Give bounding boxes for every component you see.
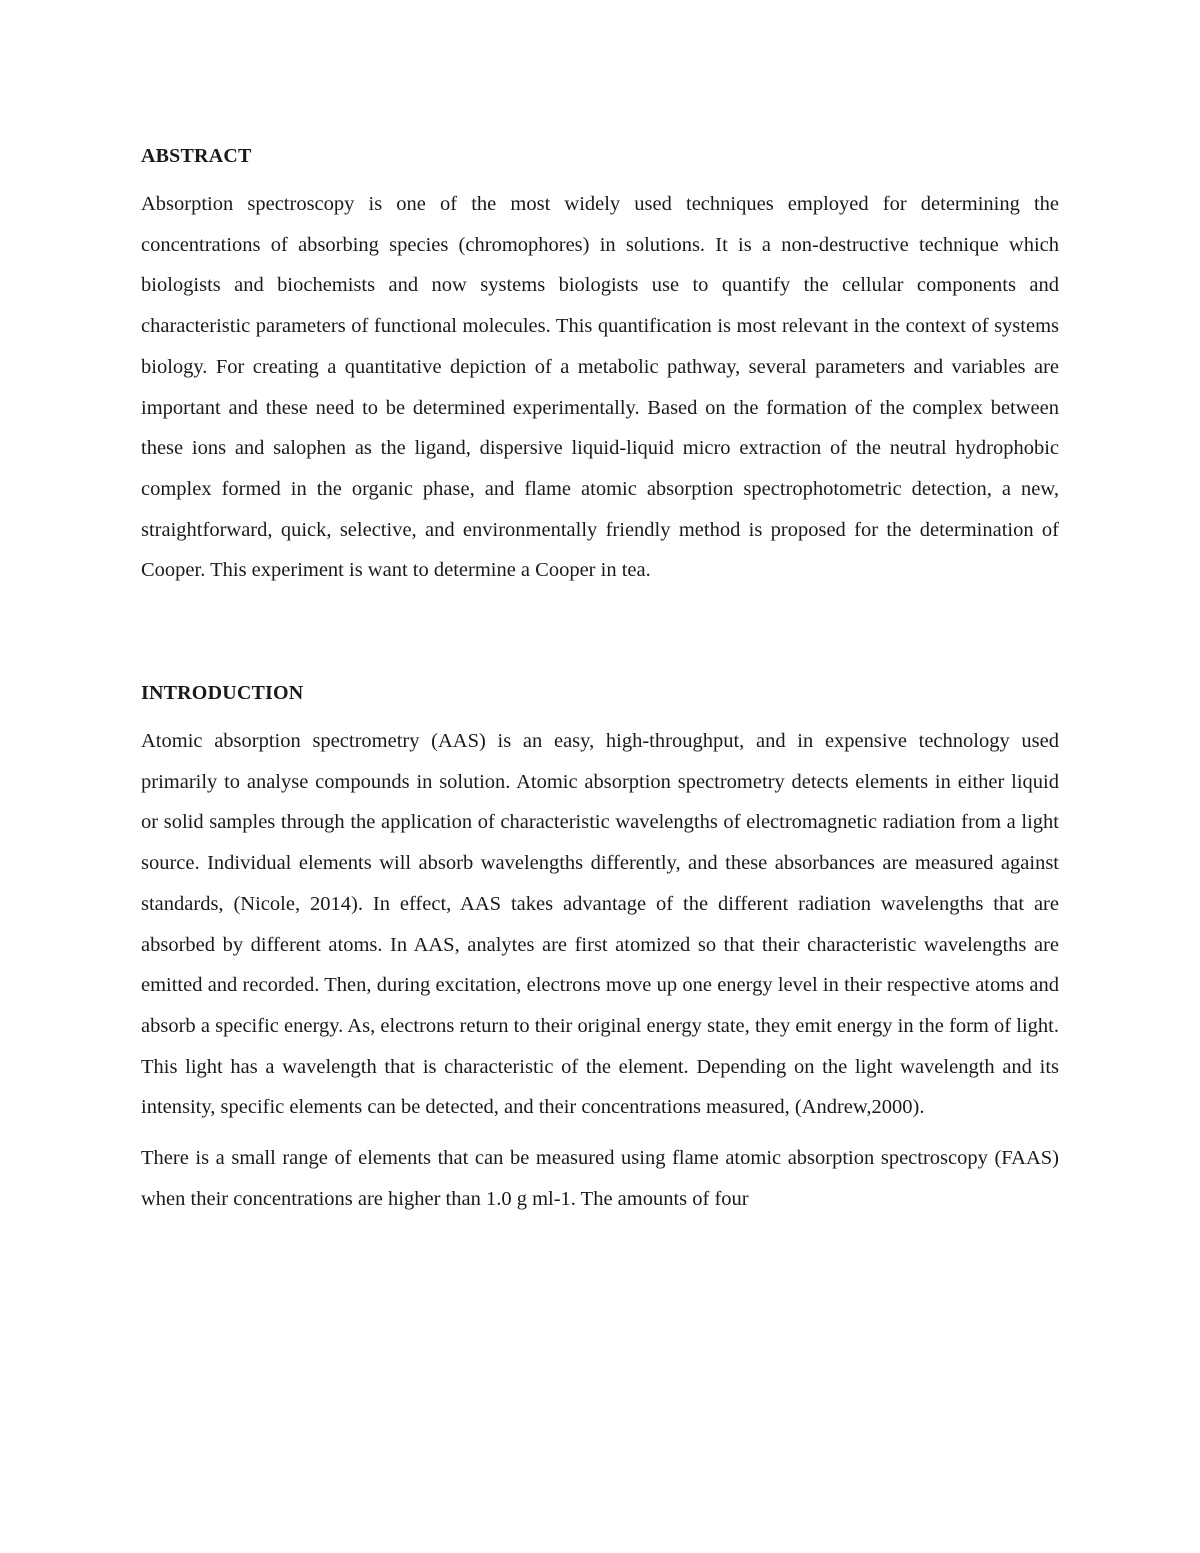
introduction-paragraph: Atomic absorption spectrometry (AAS) is an easy, high-throughput, and in expensive technology used primarily to analyse compounds in solution. Atomic absorption spectrometry detects elements in either liquid or solid samples through the application of characteristic wavelengths of electromagnetic radiation from a light source. Individual elements will absorb wavelengths differently, and these absorbances are measured against standards, (Nicole, 2014). In effect, AAS takes advantage of the different radiation wavelengths that are absorbed by different atoms. In AAS, analytes are first atomized so that their characteristic wavelengths are emitted and recorded. Then, during excitation, electrons move up one energy level in their respective atoms and absorb a specific energy. As, electrons return to their original energy state, they emit energy in the form of light. This light has a wavelength that is characteristic of the element. Depending on the light wavelength and its intensity, specific elements can be detected, and their concentrations measured, (Andrew,2000). [141, 730, 1059, 1119]
abstract-paragraph: Absorption spectroscopy is one of the most widely used techniques employed for determining the concentrations of absorbing species (chromophores) in solutions. It is a non-destructive technique which biologists and biochemists and now systems biologists use to quantify the cellular components and characteristic parameters of functional molecules. This quantification is most relevant in the context of systems biology. For creating a quantitative depiction of a metabolic pathway, several parameters and variables are important and these need to be determined experimentally. Based on the formation of the complex between these ions and salophen as the ligand, dispersive liquid-liquid micro extraction of the neutral hydrophobic complex formed in the organic phase, and flame atomic absorption spectrophotometric detection, a new, straightforward, quick, selective, and environmentally friendly method is proposed for the determination of Cooper. This experiment is want to determine a Cooper in tea. [141, 193, 1059, 582]
abstract-heading: ABSTRACT [141, 145, 252, 167]
introduction-heading: INTRODUCTION [141, 682, 304, 705]
introduction-paragraph: There is a small range of elements that can be measured using flame atomic absorption spectroscopy (FAAS) when their concentrations are higher than 1.0 g ml-1. The amounts of four [141, 1147, 1059, 1210]
document-page [141, 140, 1059, 1219]
